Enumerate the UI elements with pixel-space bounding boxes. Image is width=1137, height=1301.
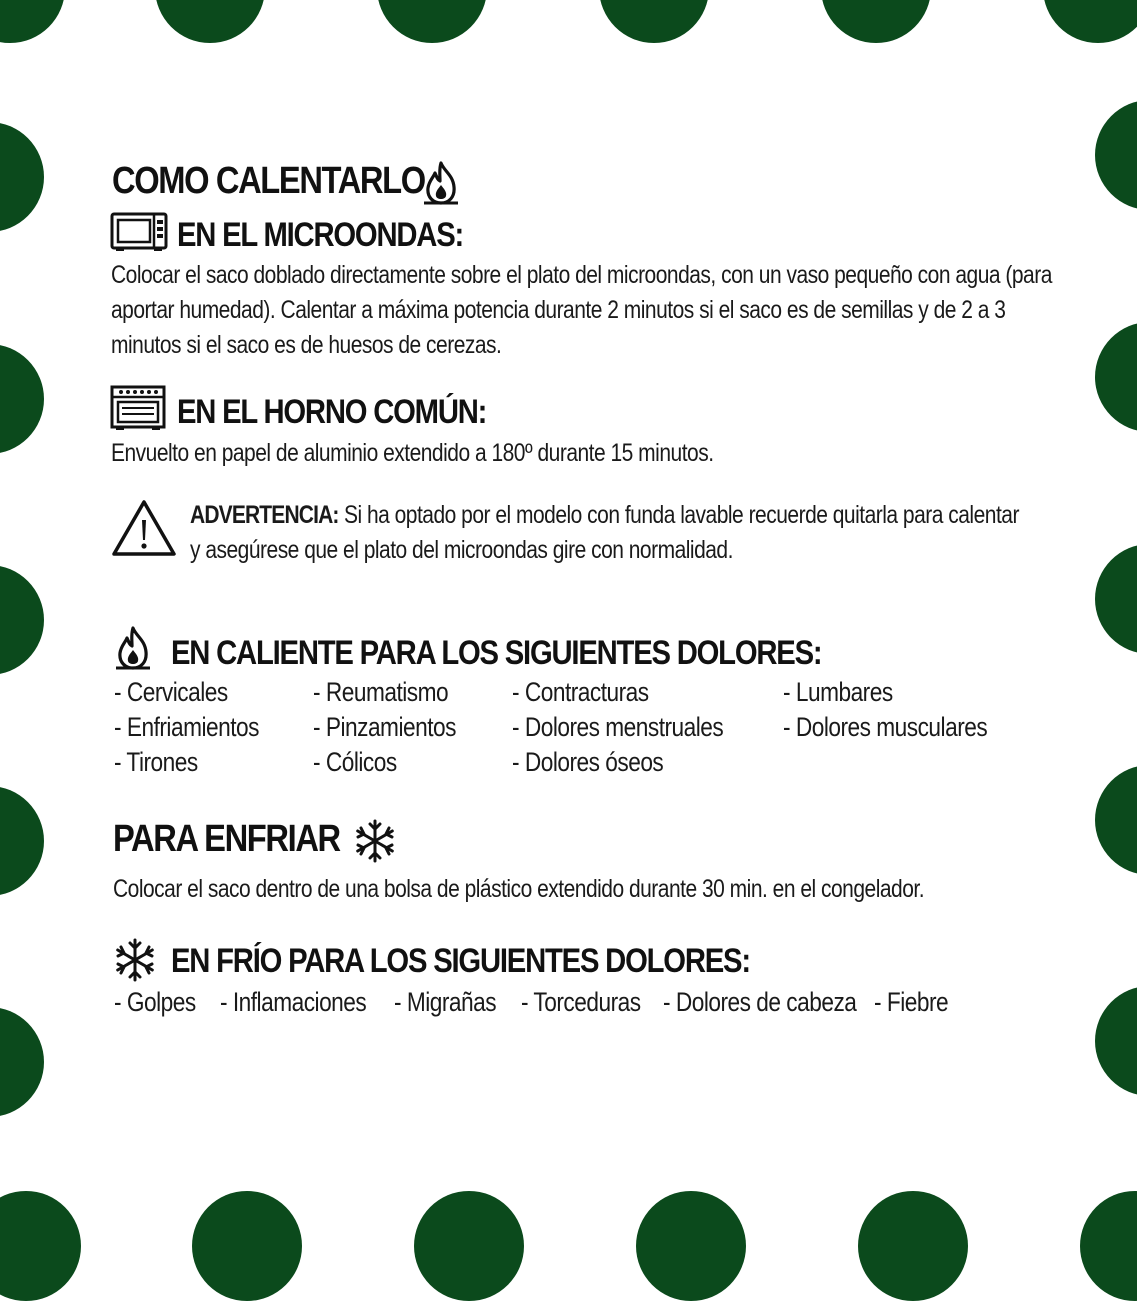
warning-line1: Si ha optado por el modelo con funda lavable recuerde quitarla para calentar: [343, 501, 1019, 529]
microwave-text: [111, 258, 1052, 363]
hot-pains-title: EN CALIENTE PARA LOS SIGUIENTES DOLORES:: [171, 634, 822, 672]
list-item: - Contracturas: [512, 677, 649, 707]
list-item: - Enfriamientos: [114, 712, 259, 742]
cool-text: Colocar el saco dentro de una bolsa de plástico extendido durante 30 min. en el congelador.: [113, 875, 925, 903]
microwave-icon: [110, 212, 168, 252]
list-item: - Cólicos: [313, 747, 397, 777]
cold-pains-title: EN FRÍO PARA LOS SIGUIENTES DOLORES:: [171, 942, 750, 980]
list-item: - Reumatismo: [313, 677, 449, 707]
oven-title: EN EL HORNO COMÚN:: [177, 393, 487, 431]
list-item: - Tirones: [114, 747, 198, 777]
snowflake-icon: [112, 937, 158, 983]
list-item: - Lumbares: [783, 677, 893, 707]
list-item: - Torceduras: [521, 987, 641, 1017]
warning-line: [190, 498, 1019, 533]
flame-icon: [112, 626, 154, 670]
microwave-title: EN EL MICROONDAS:: [177, 216, 464, 254]
flame-icon: [420, 161, 462, 205]
snowflake-icon: [352, 818, 398, 864]
list-item: - Inflamaciones: [220, 987, 367, 1017]
cool-title: PARA ENFRIAR: [113, 818, 340, 860]
heat-title: COMO CALENTARLO: [112, 160, 425, 202]
warning-text: [190, 498, 1019, 568]
warning-line2: y asegúrese que el plato del microondas gire con normalidad.: [190, 536, 733, 564]
oven-icon: [110, 385, 166, 431]
list-item: - Golpes: [114, 987, 196, 1017]
text-line: aportar humedad). Calentar a máxima potencia durante 2 minutos si el saco es de semillas y de 2 a 3: [111, 296, 1006, 324]
list-item: - Fiebre: [874, 987, 949, 1017]
list-item: - Dolores musculares: [783, 712, 988, 742]
text-line: minutos si el saco es de huesos de cerezas.: [111, 331, 502, 359]
warning-triangle-icon: [110, 498, 178, 558]
warning-label: ADVERTENCIA:: [190, 501, 339, 529]
list-item: - Dolores óseos: [512, 747, 664, 777]
list-item: - Dolores menstruales: [512, 712, 724, 742]
list-item: - Migrañas: [394, 987, 497, 1017]
oven-text: Envuelto en papel de aluminio extendido a 180º durante 15 minutos.: [111, 439, 714, 467]
list-item: - Dolores de cabeza: [663, 987, 857, 1017]
text-line: Colocar el saco doblado directamente sobre el plato del microondas, con un vaso pequeño con agua (para: [111, 261, 1052, 289]
list-item: - Pinzamientos: [313, 712, 456, 742]
list-item: - Cervicales: [114, 677, 228, 707]
